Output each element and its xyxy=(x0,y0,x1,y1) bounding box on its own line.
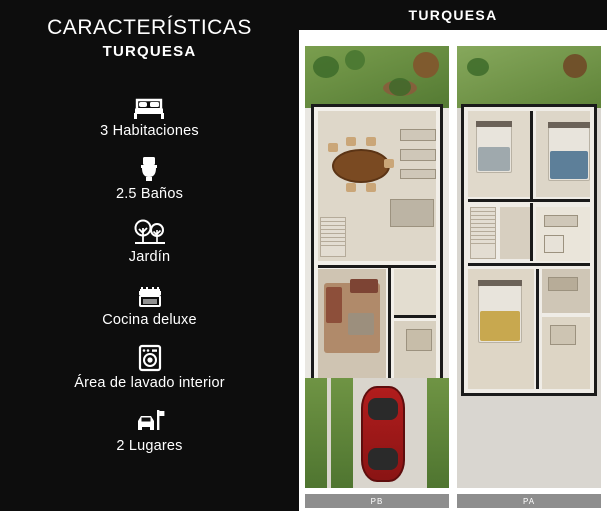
plans-area xyxy=(299,30,607,511)
driveway xyxy=(305,378,449,488)
lawn-strip xyxy=(427,378,449,488)
floorplan-image-pb[interactable] xyxy=(305,46,449,488)
house-interior-pb xyxy=(311,104,443,396)
feature-label: 2 Lugares xyxy=(116,438,183,455)
tree-icon xyxy=(563,54,587,78)
page-title: CARACTERÍSTICAS xyxy=(47,16,252,39)
feature-label: 2.5 Baños xyxy=(115,186,184,203)
washing-machine-icon xyxy=(133,342,167,372)
shrub-icon xyxy=(467,58,489,76)
blanket xyxy=(550,151,588,179)
plans-panel xyxy=(299,0,607,511)
features-header xyxy=(0,0,299,60)
dining-table xyxy=(332,149,390,183)
sofa xyxy=(350,279,378,293)
features-panel xyxy=(0,0,299,511)
tree-icon xyxy=(345,50,365,70)
feature-item-lavado xyxy=(74,342,225,391)
plan-column-pa xyxy=(457,46,601,511)
blanket xyxy=(480,311,520,341)
hallway-floor xyxy=(500,207,530,259)
plan-tab-pb[interactable]: PB xyxy=(305,494,449,508)
headboard xyxy=(476,121,512,127)
car-rear-window xyxy=(368,448,398,470)
toilet-icon xyxy=(132,153,166,183)
half-bath-floor xyxy=(394,269,436,315)
page-subtitle: TURQUESA xyxy=(102,43,197,61)
interior-wall xyxy=(318,265,436,268)
plan-tab-pa[interactable]: PA xyxy=(457,494,601,508)
vanity xyxy=(544,215,578,227)
plans-header: TURQUESA xyxy=(299,0,607,30)
staircase xyxy=(470,207,496,259)
chair xyxy=(384,159,394,168)
kitchen-cabinets xyxy=(400,169,436,179)
chair xyxy=(346,183,356,192)
interior-wall xyxy=(536,269,539,389)
feature-label: Cocina deluxe xyxy=(102,312,197,329)
headboard xyxy=(478,280,522,286)
feature-label: Área de lavado interior xyxy=(74,375,225,392)
kitchen-island xyxy=(400,149,436,161)
interior-wall xyxy=(530,111,533,199)
interior-wall xyxy=(468,199,590,202)
closet-shelf xyxy=(548,277,578,291)
interior-wall xyxy=(530,203,533,261)
closet-floor xyxy=(542,269,590,313)
chair xyxy=(346,137,356,146)
feature-item-cocina xyxy=(102,279,197,328)
shrub-icon xyxy=(313,56,339,78)
kitchen-counter xyxy=(400,129,436,141)
floorplan-image-pa[interactable] xyxy=(457,46,601,488)
feature-label: Jardín xyxy=(128,249,171,266)
staircase xyxy=(320,217,346,257)
house-interior-pa xyxy=(461,104,597,396)
chair xyxy=(328,143,338,152)
feature-item-jardin xyxy=(129,216,171,265)
parking-icon xyxy=(132,405,166,435)
chair xyxy=(366,183,376,192)
bath-fixture xyxy=(550,325,576,345)
garden-trees-icon xyxy=(133,216,167,246)
feature-item-lugares xyxy=(116,405,182,454)
feature-item-banos xyxy=(116,153,183,202)
sofa xyxy=(326,287,342,323)
coffee-table xyxy=(348,313,374,335)
kitchen-stove-icon xyxy=(133,279,167,309)
features-list xyxy=(0,90,299,468)
headboard xyxy=(548,122,590,128)
interior-wall xyxy=(468,263,590,266)
lawn-strip xyxy=(305,378,327,488)
shower xyxy=(544,235,564,253)
kitchen-appliances xyxy=(390,199,434,227)
plan-column-pb xyxy=(305,46,449,511)
tree-icon xyxy=(413,52,439,78)
bed-icon xyxy=(132,90,166,120)
interior-wall xyxy=(388,265,391,395)
car-windshield xyxy=(368,398,398,420)
blanket xyxy=(478,147,510,171)
feature-label: 3 Habitaciones xyxy=(100,123,199,140)
chair xyxy=(366,137,376,146)
lawn-strip xyxy=(331,378,353,488)
car xyxy=(361,386,405,482)
shrub-icon xyxy=(389,78,411,96)
feature-item-habitaciones xyxy=(100,90,199,139)
laundry-appliance xyxy=(406,329,432,351)
interior-wall xyxy=(394,315,436,318)
